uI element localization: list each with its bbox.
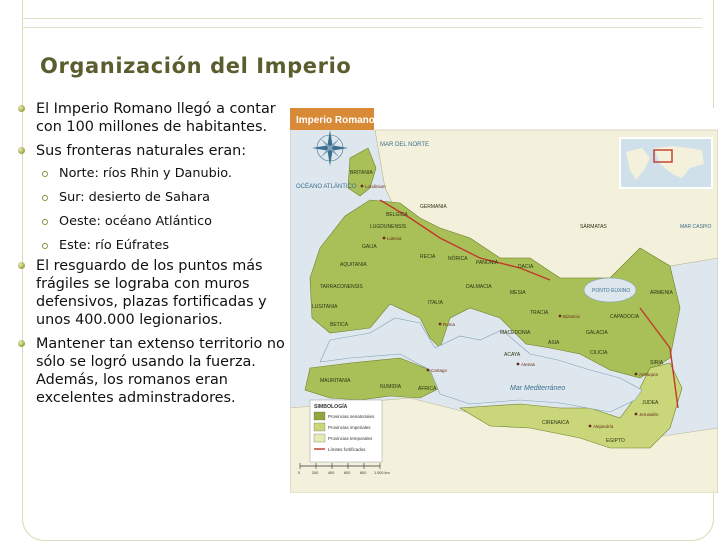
map-sea-label-north: MAR DEL NORTE [380,142,430,148]
map-city-dot [635,373,638,376]
sub-bullet-item [12,166,290,182]
bullet-list [12,100,290,413]
map-sea-label-black: PONTO EUXINO [592,288,631,294]
bullet-dot-icon [18,105,25,112]
bullet-text: Mantener tan extenso territorio no sólo se logró usando la fuerza. Además, los romanos eran excelentes adminstradores. [36,336,285,406]
sub-bullet-item [12,238,290,254]
map-legend [310,400,382,462]
map-region-label: TRACIA [530,310,549,316]
bullet-text: El resguardo de los puntos más frágiles se lograba con muros defensivos, plazas fortificadas y unos 400.000 legionarios. [36,258,267,328]
slide-title: Organización del Imperio [40,54,352,78]
map-sea-label-mediterranean: Mar Mediterráneo [510,385,566,392]
map-city-dot [517,363,520,366]
map-city-dot [559,315,562,318]
scale-tick-label: 800 [360,471,367,475]
map-region-label: SIRIA [650,360,664,366]
sub-bullet-ring-icon [42,219,48,225]
map-region-label: PANONIA [476,260,499,266]
map-region-label: DALMACIA [466,284,492,290]
map-region-label: BELGICA [386,212,408,218]
bullet-text: Sus fronteras naturales eran: [36,143,247,159]
bullet-item [12,335,290,407]
map-region-label: GALIA [362,244,377,250]
legend-swatch [314,412,325,420]
inset-world-map [620,138,712,188]
sub-bullet-ring-icon [42,243,48,249]
legend-item: Límites fortificados [328,447,366,452]
map-region-label: CILICIA [590,350,608,356]
map-city-dot [427,369,430,372]
map-city-label: Alejandría [593,424,614,429]
map-region-label: SÁRMATAS [580,224,607,230]
map-region-label: MAURITANIA [320,378,351,384]
map-city-label: Cartago [431,368,448,373]
sub-bullet-ring-icon [42,195,48,201]
sub-bullet-text: Oeste: océano Atlántico [59,214,212,229]
map-city-label: Roma [443,322,456,327]
map-region-label: LUGDUNENSIS [370,224,407,230]
map-region-label: LUSITANIA [312,304,338,310]
map-title: Imperio Romano [296,115,375,126]
map-region-label: JUDEA [642,400,659,406]
legend-swatch [314,423,325,431]
map-region-label: NUMIDIA [380,384,402,390]
map-region-label: ITALIA [428,300,443,306]
map-city-dot [439,323,442,326]
map-region-label: ASIA [548,340,560,346]
decorative-line [22,27,702,28]
map-region-label: BRITANIA [350,170,373,176]
bullet-item [12,142,290,160]
map-city-label: Antioquía [639,372,659,377]
roman-empire-map [290,108,718,493]
map-city-label: Bizancio [563,314,581,319]
legend-swatch [314,434,325,442]
map-sea-label-atlantic: OCÉANO ATLÁNTICO [296,184,357,190]
map-city-dot [589,425,592,428]
map-region-label: EGIPTO [606,438,625,444]
map-city-label: Atenas [521,362,536,367]
map-city-label: Lutecia [387,236,402,241]
map-sea-label-caspian: MAR CASPIO [680,224,712,230]
sub-bullet-text: Este: río Eúfrates [59,238,170,253]
decorative-line [22,18,702,19]
bullet-item [12,100,290,136]
map-region-label: GERMANIA [420,204,447,210]
bullet-dot-icon [18,262,25,269]
scale-tick-label: 400 [328,471,335,475]
sub-bullet-text: Norte: ríos Rhin y Danubio. [59,166,232,181]
legend-title: SIMBOLOGÍA [314,404,348,410]
map-region-label: ARMENIA [650,290,673,296]
sub-bullet-item [12,190,290,206]
sub-bullet-item [12,214,290,230]
legend-item: Provincias temporales [328,436,373,441]
map-region-label: RECIA [420,254,436,260]
bullet-dot-icon [18,147,25,154]
bullet-text: El Imperio Romano llegó a contar con 100 millones de habitantes. [36,101,276,135]
map-region-label: MESIA [510,290,526,296]
legend-item: Provincias senatoriales [328,414,375,419]
map-region-label: TARRACONENSIS [320,284,363,290]
map-city-dot [635,413,638,416]
sub-bullet-text: Sur: desierto de Sahara [59,190,211,205]
map-region-label: NÓRICA [448,256,468,262]
map-region-label: MACEDONIA [500,330,531,336]
map-region-label: CAPADOCIA [610,314,640,320]
map-region-label: AQUITANIA [340,262,367,268]
map-city-label: Londinium [365,184,386,189]
map-region-label: CIRENAICA [542,420,570,426]
scale-tick-label: 600 [344,471,351,475]
scale-tick-label: 0 [298,471,301,475]
map-region-label: GALACIA [586,330,608,336]
bullet-dot-icon [18,340,25,347]
map-region-label: BETICA [330,322,349,328]
sub-bullet-ring-icon [42,171,48,177]
map-city-dot [361,185,364,188]
map-region-label: ACAYA [504,352,521,358]
map-city-label: Jerusalén [639,412,659,417]
map-region-label: ÁFRICA [418,386,437,392]
map-city-dot [383,237,386,240]
bullet-item [12,257,290,329]
legend-item: Provincias imperiales [328,425,371,430]
map-region-label: DACIA [518,264,534,270]
scale-tick-label: 200 [312,471,319,475]
scale-tick-label: 1.000 km [374,471,390,475]
